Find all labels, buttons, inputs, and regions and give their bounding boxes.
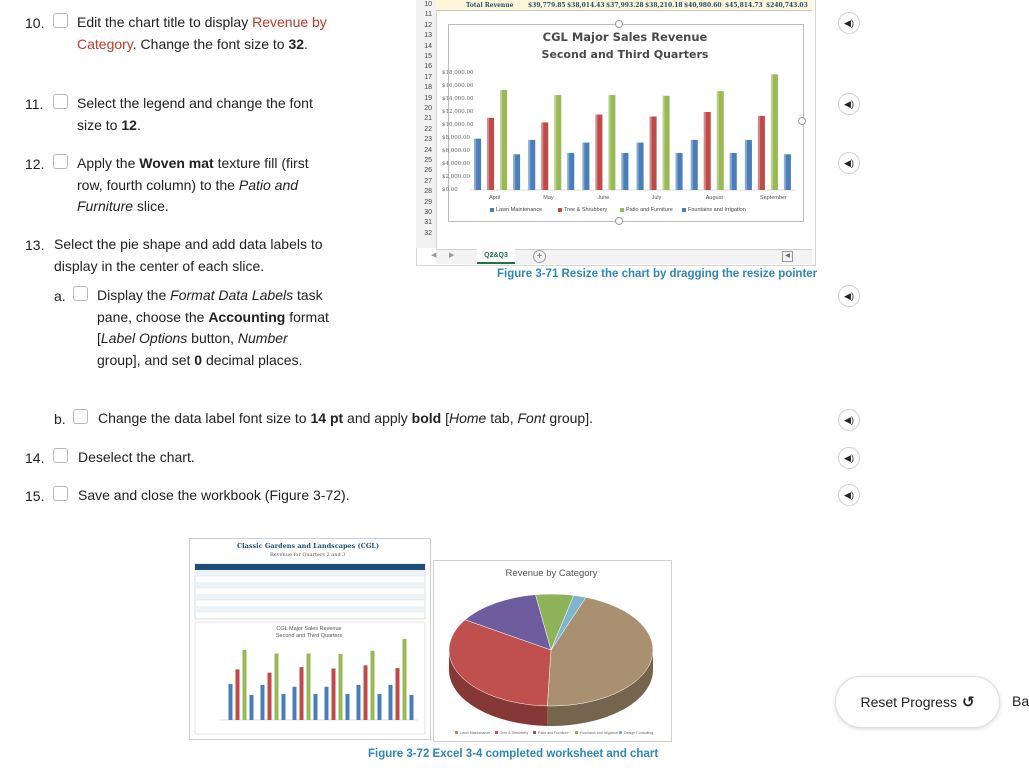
row-number: 29: [424, 198, 432, 206]
row-number: 25: [424, 157, 432, 164]
mini-bar: [339, 654, 343, 720]
bar-highlight: [541, 122, 543, 190]
legend-label: Lawn Maintenance: [496, 207, 543, 213]
speaker-icon: ◀): [844, 489, 854, 500]
step-number: 13.: [25, 237, 45, 253]
pie-legend-label: Lawn Maintenance: [460, 731, 491, 735]
row-number: 26: [424, 167, 432, 175]
speaker-icon: ◀): [844, 157, 854, 168]
back-button-partial[interactable]: Ba: [1012, 693, 1029, 709]
row-number: 27: [424, 177, 432, 185]
mini-bar: [378, 694, 382, 720]
total-revenue-value: $240,743.03: [766, 2, 808, 9]
row-number: 32: [424, 229, 432, 237]
bar-highlight: [784, 154, 786, 190]
pie-chart-title: Revenue by Category: [505, 568, 598, 579]
row-number: 23: [424, 136, 432, 144]
bar-highlight: [487, 118, 489, 190]
legend-item: [490, 207, 542, 213]
step-number: 12.: [25, 156, 45, 172]
legend-label: Tree & Shrubbery: [564, 207, 608, 213]
step-11-text: Select the legend and change the font size to 12.: [77, 95, 313, 133]
y-tick-label: $2,000.00: [442, 174, 470, 180]
audio-button[interactable]: [838, 285, 860, 307]
bar-highlight: [691, 140, 693, 190]
mini-bar: [275, 653, 279, 720]
pie-chart: [433, 560, 670, 740]
row-number: 14: [424, 42, 432, 50]
step-checkbox[interactable]: [73, 409, 88, 424]
pie-legend-label: Fountains and Irrigation: [580, 731, 618, 735]
mini-bar: [314, 694, 318, 720]
y-tick-label: $4,000.00: [442, 161, 470, 167]
mini-bar: [229, 684, 233, 720]
column-chart: [0, 0, 1024, 260]
mini-bar: [243, 650, 247, 720]
bar-highlight: [595, 115, 597, 190]
bar-highlight: [621, 153, 623, 190]
x-tick-label: August: [705, 195, 723, 201]
undo-arrow-icon: ↺: [961, 694, 975, 711]
scroll-left-icon[interactable]: ◀: [431, 252, 437, 259]
mini-bar: [346, 694, 350, 720]
mini-bar: [307, 653, 311, 720]
y-tick-label: $8,000.00: [442, 135, 470, 141]
mini-bar: [403, 639, 407, 720]
x-tick-label: September: [759, 195, 787, 201]
sheet-tab-q2q3[interactable]: Q2&Q3: [477, 249, 515, 264]
legend-swatch: [490, 208, 494, 212]
row-number: 24: [424, 146, 432, 154]
row-number: 22: [424, 125, 432, 133]
add-sheet-button[interactable]: +: [533, 250, 546, 263]
bar-highlight: [676, 153, 678, 190]
audio-button[interactable]: [838, 447, 860, 469]
bar-highlight: [771, 74, 773, 190]
speaker-icon: ◀): [844, 414, 854, 425]
pie-legend-label: Tree & Shrubbery: [500, 731, 529, 735]
step-checkbox[interactable]: [73, 286, 88, 301]
mini-bar: [325, 687, 329, 720]
speaker-icon: ◀): [844, 452, 854, 463]
bar-highlight: [608, 95, 610, 190]
reset-progress-button[interactable]: [835, 676, 1000, 728]
row-number: 18: [424, 84, 432, 92]
legend-swatch: [558, 208, 562, 212]
step-number: 15.: [25, 488, 45, 504]
mini-bar: [261, 685, 265, 720]
step-checkbox[interactable]: [53, 448, 68, 463]
bar-highlight: [704, 112, 706, 190]
total-revenue-value: $38,014.43: [567, 2, 605, 9]
y-tick-label: $0.00: [442, 187, 458, 193]
pie-legend-label: Design Consulting: [624, 731, 654, 735]
mini-bar: [250, 695, 254, 720]
step-number: a.: [54, 288, 66, 304]
total-revenue-value: $38,210.18: [645, 2, 683, 9]
y-tick-label: $14,000.00: [442, 96, 474, 102]
step-13a-text: Display the Format Data Labels task pane, choose the Accounting format [Label Options button, Number group], and set 0 decimal places.: [97, 287, 329, 368]
total-revenue-value: $45,814.73: [725, 2, 763, 9]
mini-bar: [332, 669, 336, 720]
pie-legend-swatch: [495, 731, 498, 734]
legend-swatch: [682, 208, 686, 212]
mini-bar: [364, 665, 368, 720]
bar-highlight: [663, 96, 665, 190]
pie-legend-swatch: [575, 731, 578, 734]
mini-bar: [410, 695, 414, 720]
bar-highlight: [567, 153, 569, 190]
legend-label: Fountains and Irrigation: [688, 207, 746, 213]
step-number: b.: [54, 411, 66, 427]
mini-bar: [389, 685, 393, 720]
x-tick-label: July: [651, 195, 662, 201]
bar-highlight: [650, 117, 652, 190]
y-tick-label: $12,000.00: [442, 109, 474, 115]
row-number: 11: [424, 11, 432, 19]
row-number: 21: [424, 115, 432, 123]
chart-title: CGL Major Sales Revenue: [542, 30, 708, 44]
total-revenue-value: $39,779.85: [528, 2, 566, 9]
mini-bar: [396, 668, 400, 720]
y-tick-label: $18,000.00: [442, 70, 474, 76]
step-10-text: Edit the chart title to display Revenue by Category. Change the font size to 32.: [77, 14, 327, 52]
worksheet-title: Classic Gardens and Landscapes (CGL): [237, 542, 380, 550]
row-number: 10: [424, 1, 432, 8]
y-tick-label: $16,000.00: [442, 83, 474, 89]
row-number: 13: [424, 32, 432, 40]
row-number: 15: [424, 53, 432, 60]
total-revenue-value: $40,980.60: [684, 2, 722, 9]
bar-highlight: [513, 154, 515, 190]
legend-item: [620, 207, 673, 213]
bar-highlight: [637, 143, 639, 190]
figure-3-71-caption: Figure 3-71 Resize the chart by dragging the resize pointer: [497, 268, 818, 280]
row-number: 20: [424, 105, 432, 112]
mini-bar: [293, 687, 297, 720]
bar-highlight: [730, 153, 732, 190]
pie-legend-swatch: [533, 731, 536, 734]
pie-legend-label: Patio and Furniture: [538, 731, 569, 735]
bar-highlight: [554, 95, 556, 190]
bar-highlight: [745, 140, 747, 190]
x-tick-label: June: [597, 195, 610, 201]
bar-highlight: [474, 139, 476, 190]
x-tick-label: May: [543, 195, 554, 201]
legend-label: Patio and Furniture: [626, 207, 673, 213]
bar-highlight: [500, 90, 502, 190]
speaker-icon: ◀): [844, 98, 854, 109]
reset-progress-label: Reset Progress: [860, 694, 957, 710]
mini-bar: [300, 667, 304, 720]
step-15-text: Save and close the workbook (Figure 3-72).: [78, 487, 350, 503]
mini-column-chart: [189, 538, 429, 738]
mini-bar: [268, 673, 272, 720]
worksheet-subtitle: Revenue for Quarters 2 and 3: [270, 552, 346, 558]
bar-highlight: [717, 91, 719, 190]
x-tick-label: April: [489, 195, 501, 201]
mini-bar: [236, 669, 240, 720]
total-revenue-value: $37,993.28: [606, 2, 644, 9]
step-number: 10.: [25, 15, 45, 31]
row-number: 31: [424, 219, 432, 227]
hscroll-button[interactable]: ◀: [782, 251, 793, 262]
mini-bar: [282, 694, 286, 720]
y-tick-label: $10,000.00: [442, 122, 474, 128]
step-checkbox[interactable]: [53, 486, 68, 501]
row-number: 19: [424, 94, 432, 102]
step-12-text: Apply the Woven mat texture fill (first row, fourth column) to the Patio and Furniture slice.: [77, 155, 309, 214]
y-tick-label: $6,000.00: [442, 148, 470, 154]
bar-highlight: [582, 143, 584, 190]
pie-legend-swatch: [619, 731, 622, 734]
figure-3-72-caption: Figure 3-72 Excel 3-4 completed worksheet and chart: [368, 748, 659, 760]
step-14-text: Deselect the chart.: [78, 449, 195, 465]
audio-button[interactable]: [838, 409, 860, 431]
bar-highlight: [528, 140, 530, 190]
chart-subtitle: Second and Third Quarters: [541, 48, 709, 61]
row-number: 30: [424, 209, 432, 216]
step-number: 11.: [25, 96, 44, 112]
step-13b-text: Change the data label font size to 14 pt and apply bold [Home tab, Font group].: [98, 410, 593, 426]
row-number: 28: [424, 188, 432, 196]
mini-chart-title: CGL Major Sales Revenue: [276, 626, 342, 632]
step-number: 14.: [25, 450, 45, 466]
legend-swatch: [620, 208, 624, 212]
row-number: 17: [424, 73, 432, 81]
speaker-icon: ◀): [844, 290, 854, 301]
mini-chart-subtitle: Second and Third Quarters: [275, 633, 343, 639]
row-number: 16: [424, 63, 432, 71]
pie-legend-swatch: [455, 731, 458, 734]
scroll-right-icon[interactable]: ▶: [449, 252, 455, 259]
mini-bar: [357, 685, 361, 720]
legend-item: [558, 207, 607, 213]
mini-bar: [371, 651, 375, 720]
row-number: 12: [424, 21, 432, 29]
speaker-icon: ◀): [844, 17, 854, 28]
total-revenue-label: Total Revenue: [466, 2, 514, 9]
audio-button[interactable]: [838, 484, 860, 506]
legend-item: [682, 207, 746, 213]
step-13-text: Select the pie shape and add data labels to display in the center of each slice.: [54, 236, 323, 274]
bar-highlight: [758, 116, 760, 190]
